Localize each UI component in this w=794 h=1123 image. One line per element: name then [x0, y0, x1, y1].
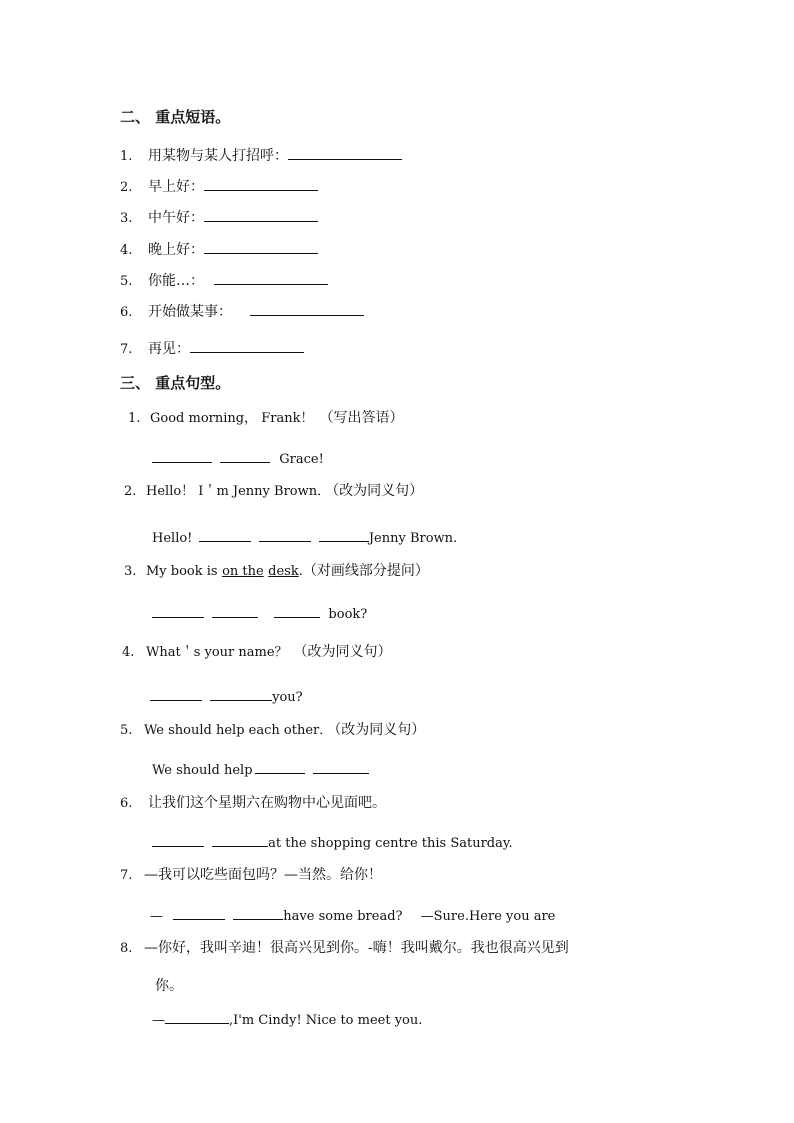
answer-blank[interactable] — [152, 832, 204, 847]
item-number: 4. — [122, 645, 135, 660]
item-text: 晚上好： — [148, 242, 204, 258]
answer-blank[interactable] — [204, 207, 318, 222]
question-instruction: （对画线部分提问） — [302, 563, 429, 579]
answer-text: — — [152, 1013, 165, 1028]
answer-text: — — [150, 909, 163, 924]
item-number: 6. — [120, 796, 133, 811]
answer-blank[interactable] — [220, 448, 270, 463]
phrase-item — [120, 239, 318, 260]
answer-text: Grace! — [279, 452, 324, 467]
sentence-question — [120, 866, 382, 885]
answer-blank[interactable] — [190, 338, 304, 353]
answer-blank[interactable] — [150, 686, 202, 701]
item-number: 6. — [120, 305, 133, 320]
phrase-item — [120, 207, 318, 228]
question-text: Good morning， Frank！ — [150, 411, 314, 426]
answer-text: have some bread? — [283, 909, 403, 924]
answer-text: you? — [272, 690, 303, 705]
item-number: 3. — [120, 211, 133, 226]
item-number: 3. — [124, 564, 137, 579]
question-instruction: （写出答语） — [319, 410, 404, 426]
answer-blank[interactable] — [250, 301, 364, 316]
answer-blank[interactable] — [274, 603, 320, 618]
item-text: 再见： — [148, 341, 190, 357]
sentence-question — [124, 562, 429, 581]
answer-blank[interactable] — [259, 527, 311, 542]
question-text: —你好，我叫辛迪！很高兴见到你。-嗨！我叫戴尔。我也很高兴见到 — [144, 940, 569, 956]
answer-blank[interactable] — [204, 176, 318, 191]
item-number: 1. — [128, 411, 141, 426]
sentence-question — [120, 939, 569, 958]
answer-blank[interactable] — [210, 686, 272, 701]
question-text: Hello！ I＇m Jenny Brown． — [146, 484, 331, 499]
item-text: 用某物与某人打招呼： — [148, 148, 288, 164]
answer-text: —Sure.Here you are — [420, 909, 556, 924]
answer-line — [152, 603, 367, 624]
question-text: . — [298, 564, 303, 579]
sentence-question — [124, 482, 423, 501]
item-text: 开始做某事： — [148, 304, 232, 320]
answer-line — [150, 686, 303, 707]
answer-blank[interactable] — [173, 905, 225, 920]
item-number: 2. — [124, 484, 137, 499]
phrase-item — [120, 338, 304, 359]
sentence-question — [128, 409, 403, 428]
answer-blank[interactable] — [199, 527, 251, 542]
underlined-phrase: on the — [222, 564, 264, 579]
answer-blank[interactable] — [313, 759, 369, 774]
answer-blank[interactable] — [214, 270, 328, 285]
question-text: What＇s your name？ — [146, 645, 288, 660]
item-number: 4. — [120, 243, 133, 258]
answer-text: at the shopping centre this Saturday. — [268, 836, 513, 851]
phrase-item — [120, 145, 402, 166]
answer-text: Hello! — [152, 531, 193, 546]
phrase-item — [120, 176, 318, 197]
answer-line — [152, 1009, 422, 1030]
question-text: 让我们这个星期六在购物中心见面吧。 — [148, 795, 386, 811]
item-number: 5. — [120, 723, 133, 738]
answer-blank[interactable] — [152, 603, 204, 618]
answer-text: book? — [328, 607, 368, 622]
question-instruction: （改为同义句） — [293, 644, 392, 660]
phrase-item — [120, 270, 328, 291]
item-number: 5. — [120, 274, 133, 289]
question-text: —我可以吃些面包吗？—当然。给你！ — [144, 867, 382, 883]
answer-blank[interactable] — [288, 145, 402, 160]
question-text: We should help each other． — [144, 723, 333, 738]
item-number: 7. — [120, 342, 133, 357]
item-text: 你能…： — [148, 273, 204, 289]
section-heading-phrases: 二、 重点短语。 — [120, 108, 231, 126]
item-number: 1. — [120, 149, 133, 164]
phrase-item — [120, 301, 364, 322]
answer-line — [150, 905, 555, 926]
answer-blank[interactable] — [212, 832, 268, 847]
answer-text: We should help — [152, 763, 253, 778]
item-text: 中午好： — [148, 210, 204, 226]
answer-text: ,I'm Cindy! Nice to meet you. — [229, 1013, 423, 1028]
answer-blank[interactable] — [233, 905, 283, 920]
item-number: 8. — [120, 941, 133, 956]
underlined-phrase: desk — [268, 564, 299, 579]
sentence-question — [120, 794, 386, 813]
answer-line — [152, 832, 513, 853]
answer-blank[interactable] — [212, 603, 258, 618]
answer-blank[interactable] — [204, 239, 318, 254]
answer-blank[interactable] — [319, 527, 369, 542]
item-number: 7. — [120, 868, 133, 883]
answer-text: Jenny Brown. — [368, 531, 458, 546]
item-number: 2. — [120, 180, 133, 195]
sentence-question — [122, 643, 392, 662]
question-text-continued: 你。 — [155, 978, 183, 994]
question-text: My book is — [146, 564, 218, 579]
item-text: 早上好： — [148, 179, 204, 195]
question-instruction: （改为同义句） — [332, 483, 424, 499]
answer-line — [152, 759, 369, 780]
answer-line — [152, 527, 457, 548]
answer-blank[interactable] — [152, 448, 212, 463]
question-instruction: （改为同义句） — [334, 722, 426, 738]
answer-blank[interactable] — [165, 1009, 229, 1024]
section-heading-sentences: 三、 重点句型。 — [120, 374, 231, 392]
sentence-question — [120, 721, 425, 740]
answer-line — [152, 448, 324, 469]
answer-blank[interactable] — [255, 759, 305, 774]
